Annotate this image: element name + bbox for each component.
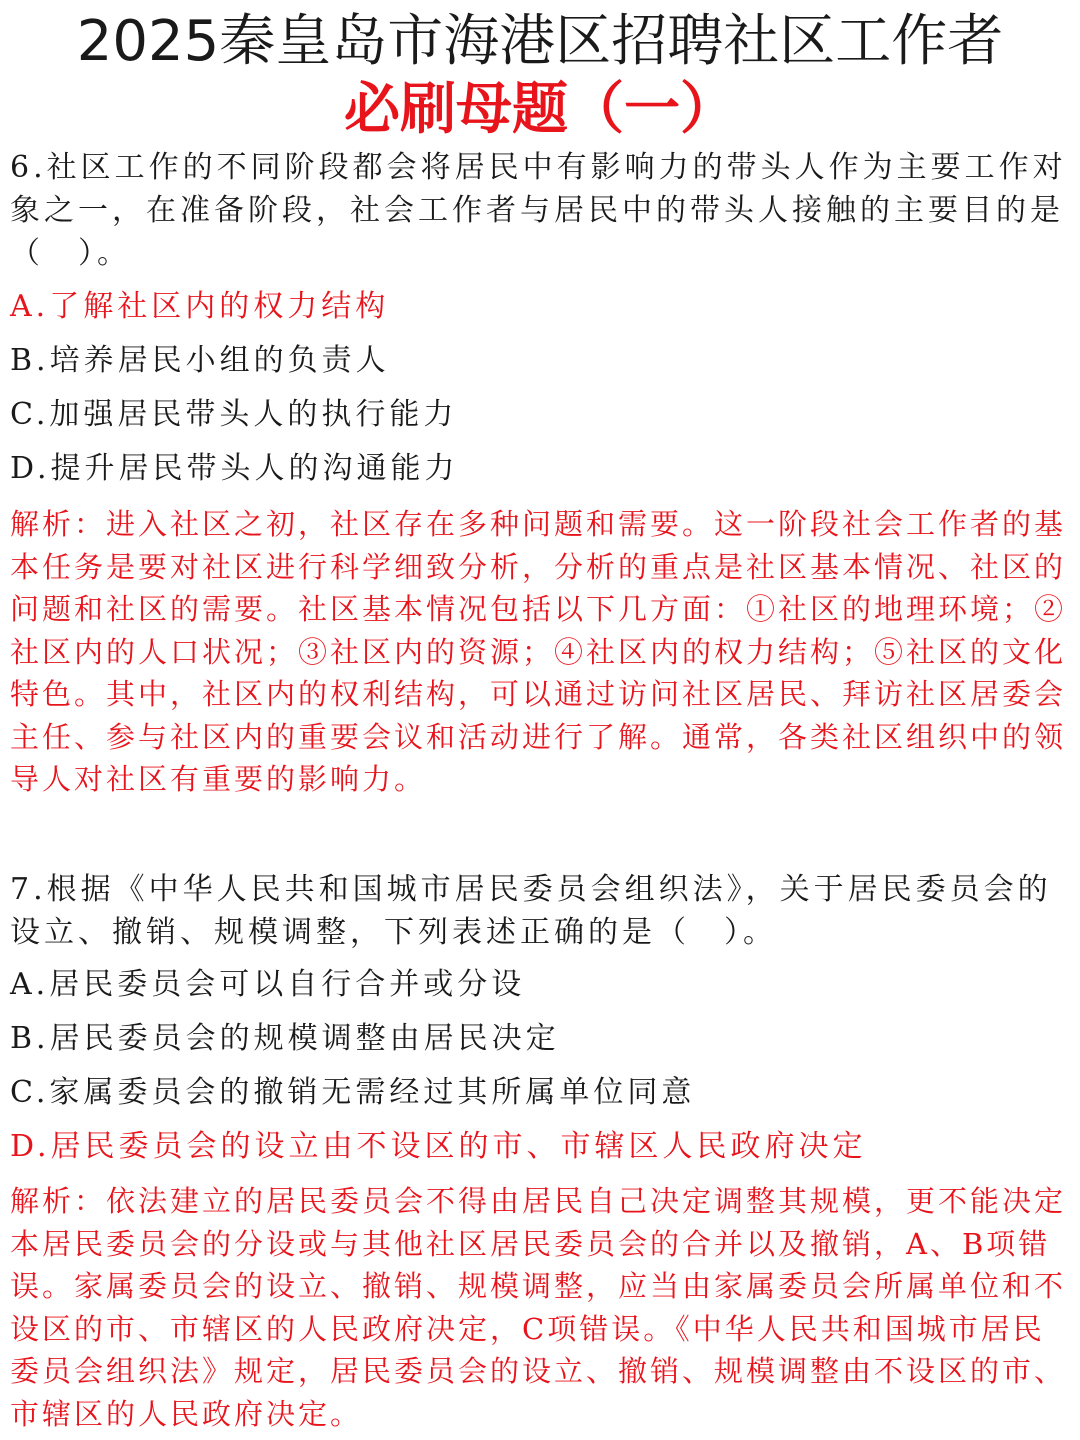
page-title: 2025秦皇岛市海港区招聘社区工作者 bbox=[76, 9, 1004, 74]
question-7 bbox=[10, 868, 1072, 954]
question-6-options bbox=[10, 287, 1072, 489]
question-7-analysis: 解析：依法建立的居民委员会不得由居民自己决定调整其规模，更不能决定本居民委员会的分设或与其他社区居民委员会的合并以及撤销，A、B项错误。家属委员会的设立、撤销、规模调整，应当由家属委员会所属单位和不设区的市、市辖区的人民政府决定，C项错误。《中华人民共和国城市居民委员会组织法》规定，居民委员会的设立、撤销、规模调整由不设区的市、市辖区的人民政府决定。 bbox=[10, 1184, 1067, 1431]
question-7-options bbox=[10, 965, 1072, 1167]
question-6 bbox=[10, 146, 1072, 275]
question-6-analysis: 解析：进入社区之初，社区存在多种问题和需要。这一阶段社会工作者的基本任务是要对社区进行科学细致分析，分析的重点是社区基本情况、社区的问题和社区的需要。社区基本情况包括以下几方面：①社区的地理环境；②社区内的人口状况；③社区内的资源；④社区内的权力结构；⑤社区的文化特色。其中，社区内的权利结构，可以通过访问社区居民、拜访社区居委会主任、参与社区内的重要会议和活动进行了解。通常，各类社区组织中的领导人对社区有重要的影响力。 bbox=[10, 507, 1067, 796]
option-b: B.居民委员会的规模调整由居民决定 bbox=[10, 1021, 560, 1056]
option-a: A.了解社区内的权力结构 bbox=[10, 289, 390, 324]
option-d: D.提升居民带头人的沟通能力 bbox=[10, 451, 459, 486]
option-c: C.家属委员会的撤销无需经过其所属单位同意 bbox=[10, 1075, 696, 1110]
question-text: 7.根据《中华人民共和国城市居民委员会组织法》，关于居民委员会的设立、撤销、规模调整，下列表述正确的是（ ）。 bbox=[10, 872, 1052, 950]
option-d: D.居民委员会的设立由不设区的市、市辖区人民政府决定 bbox=[10, 1129, 867, 1164]
page-subtitle: 必刷母题（一） bbox=[344, 77, 736, 142]
question-text: 6.社区工作的不同阶段都会将居民中有影响力的带头人作为主要工作对象之一，在准备阶段，社会工作者与居民中的带头人接触的主要目的是（ ）。 bbox=[10, 150, 1067, 271]
option-a: A.居民委员会可以自行合并或分设 bbox=[10, 967, 526, 1002]
option-c: C.加强居民带头人的执行能力 bbox=[10, 397, 458, 432]
option-b: B.培养居民小组的负责人 bbox=[10, 343, 390, 378]
